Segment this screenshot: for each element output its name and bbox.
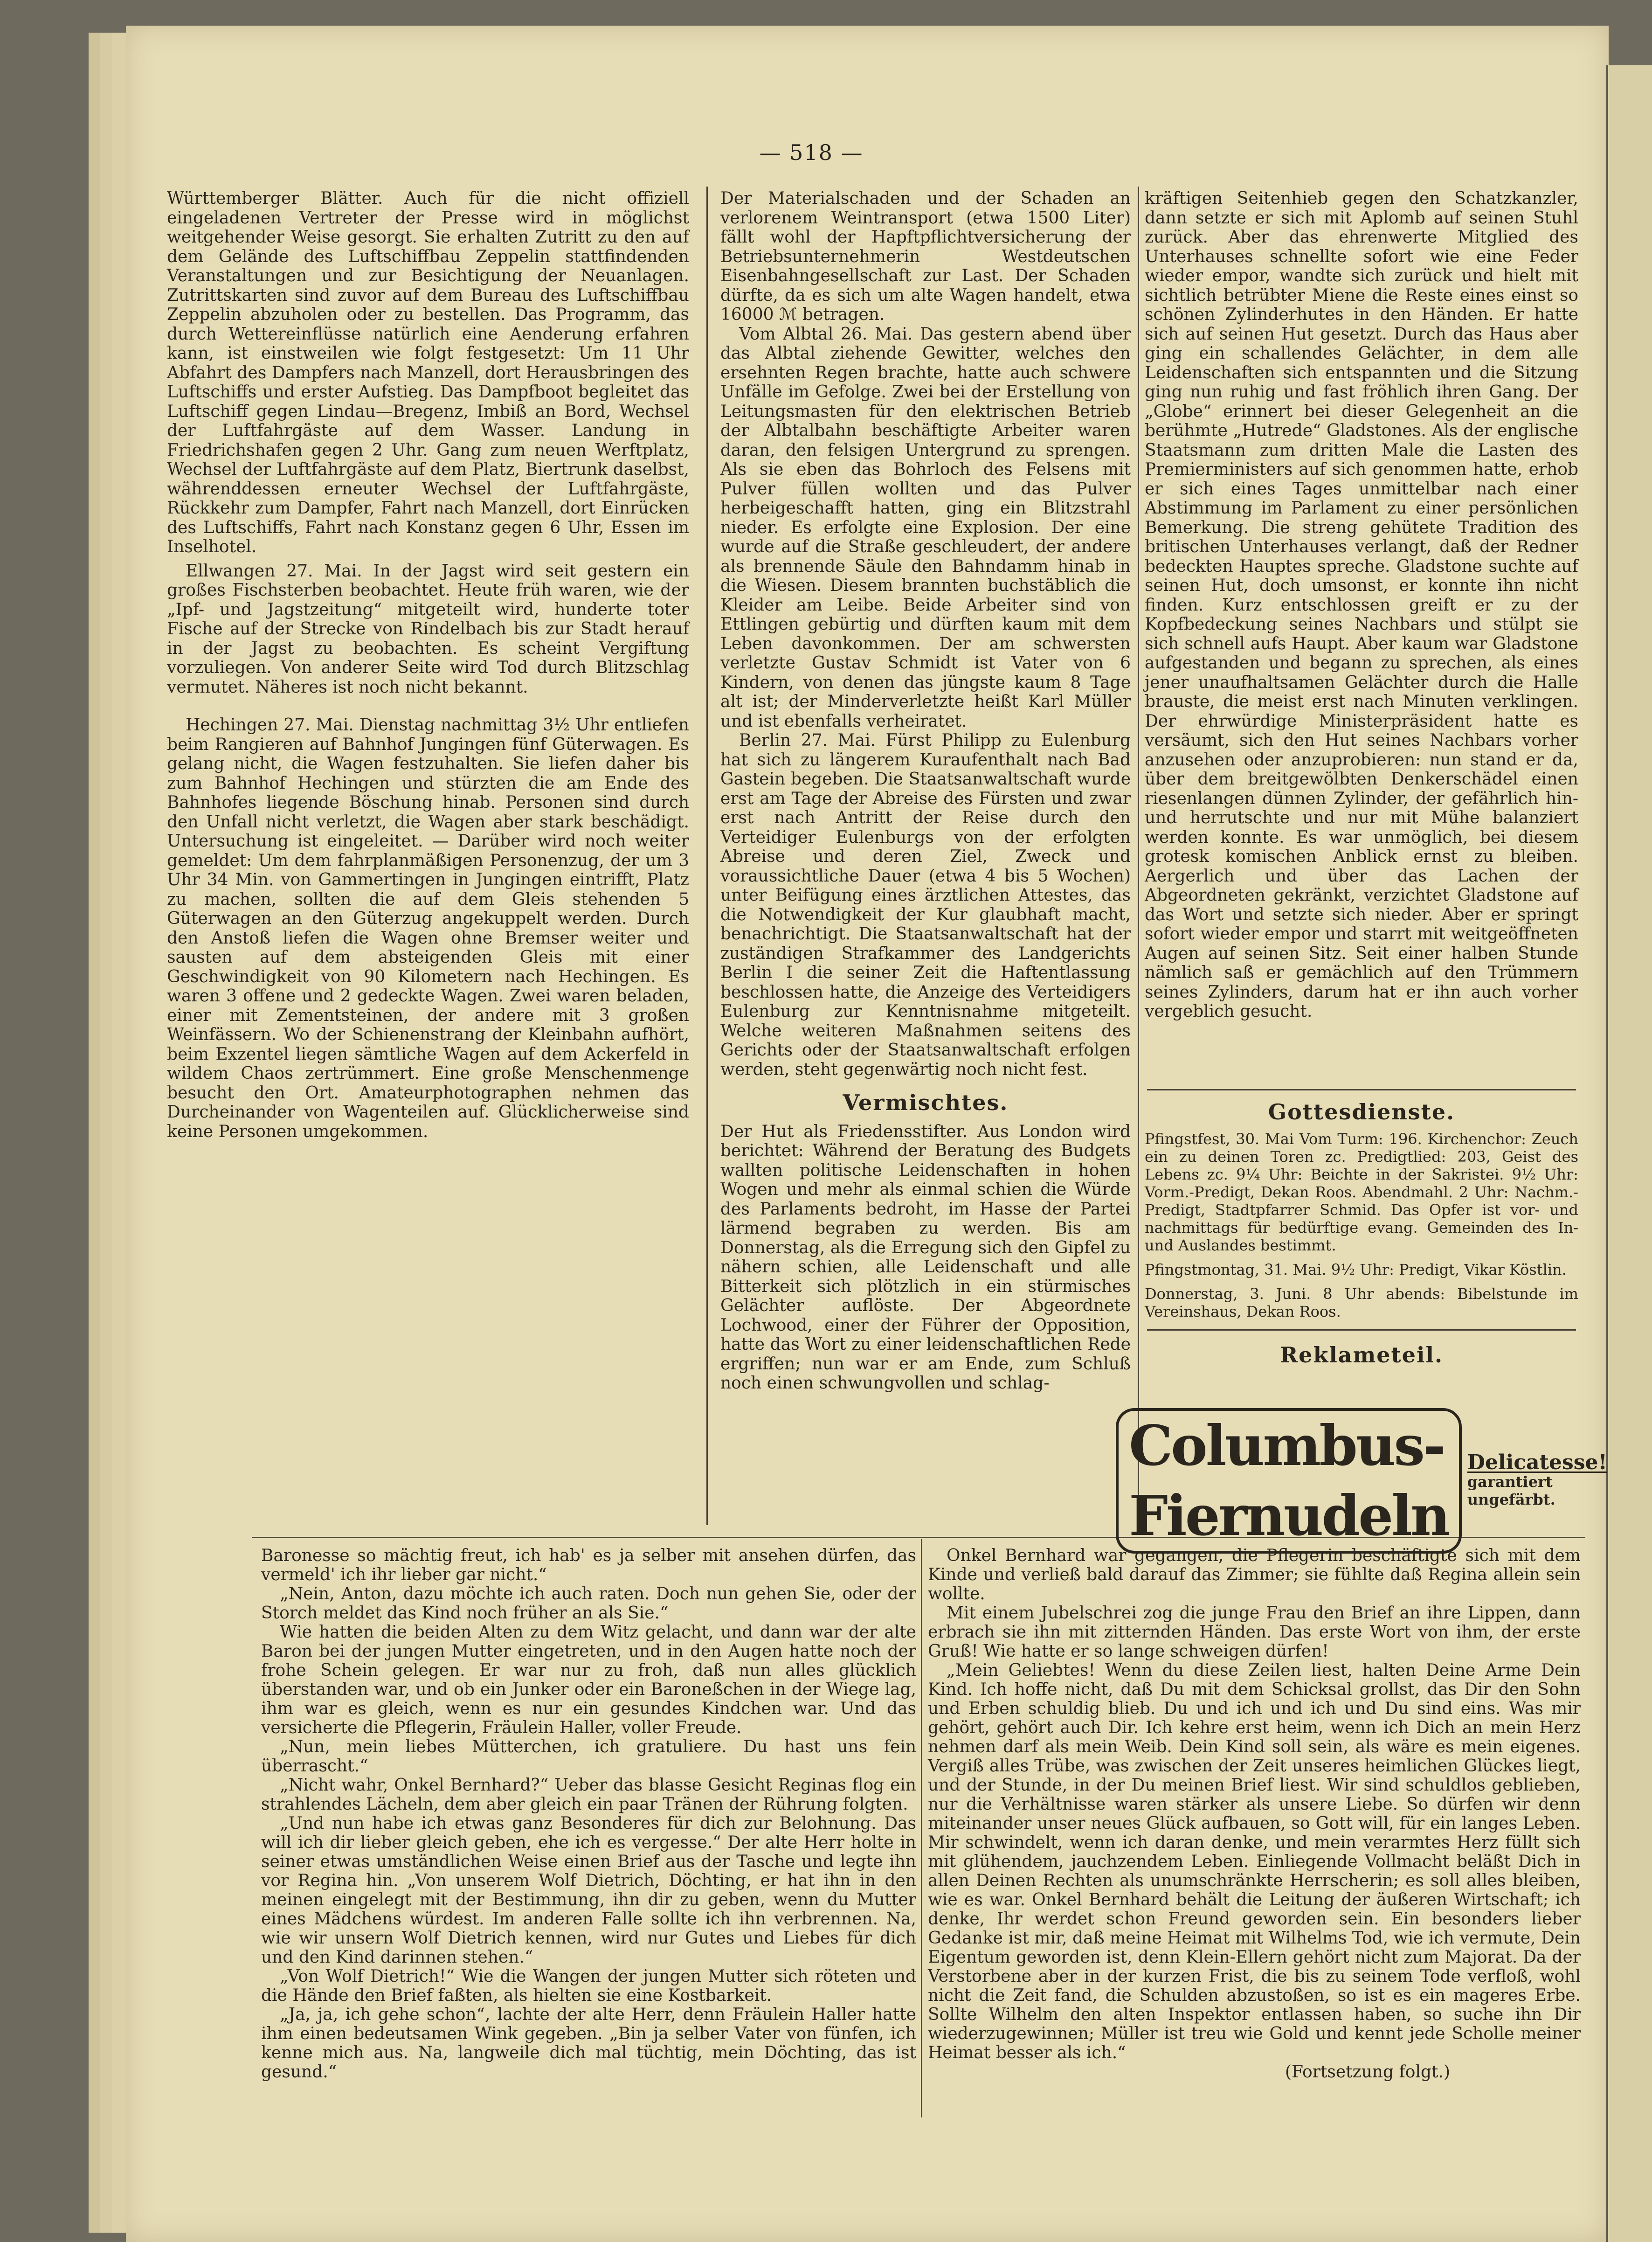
serial-paragraph: „Nein, Anton, dazu möchte ich auch raten. Doch nun gehen Sie, oder der Storch meldet das Kind noch früher an als Sie.“ (261, 1584, 916, 1623)
column-rule (1138, 187, 1139, 1525)
advertisement (1129, 1413, 1607, 1548)
ad-tagline-delicatesse: Delicatesse! (1467, 1450, 1607, 1474)
serial-paragraph: Wie hatten die beiden Alten zu dem Witz gelacht, und dann war der alte Baron bei der jungen Mutter eingetreten, und in den Augen hatte noch der frohe Schein gelegen. Er war nur zu froh, daß nun alles glücklich überstanden war, und ob ein Junker oder ein Baroneßchen in der Wiege lag, ihm war es gleich, wenn es nur ein gesundes Kindchen war. Und das versicherte die Pflegerin, Fräulein Haller, voller Freude. (261, 1623, 916, 1737)
column-rule (706, 187, 708, 1525)
continuation-note: (Fortsetzung folgt.) (1285, 2062, 1450, 2082)
serial-paragraph: Mit einem Jubelschrei zog die junge Frau den Brief an ihre Lippen, dann erbrach sie ihn mit zitternden Händen. Das erste Wort von ihm, der erste Gruß! Wie hatte er so lange schweigen dürfen! (928, 1603, 1581, 1661)
serial-paragraph: „Und nun habe ich etwas ganz Besonderes für dich zur Belohnung. Das will ich dir lieber gleich geben, ehe ich es vergesse.“ Der alte Herr holte in seiner etwas umständlichen Weise einen Brief aus der Tasche und legte ihn vor Regina hin. „Von unserem Wolf Dietrich, Döchting, er hat ihn in den meinen eingelegt mit der Bestimmung, ihn dir zu geben, wenn du Mutter eines Mädchens würdest. Im anderen Falle sollte ich ihn verbrennen. Na, wie wir unsern Wolf Dietrich kennen, wird nur Gutes und Liebes für dich und den Kind darinnen stehen.“ (261, 1814, 916, 1967)
article-berlin: Berlin 27. Mai. Fürst Philipp zu Eulenburg hat sich zu längerem Kuraufenthalt nach Bad Gastein begeben. Die Staatsanwaltschaft wurde erst am Tage der Abreise des Fürsten und zwar erst nach Antritt der Reise durch den Verteidiger Eulenburgs von der erfolgten Abreise und deren Ziel, Zweck und voraussichtliche Dauer (etwa 4 bis 5 Wochen) unter Beifügung eines ärztlichen Attestes, das die Notwendigkeit der Kur glaubhaft macht, benachrichtigt. Die Staatsanwaltschaft hat der zuständigen Strafkammer des Landgerichts Berlin I die seiner Zeit die Haftentlassung beschlossen hatte, die Anzeige des Verteidigers Eulenburg zur Kenntnisnahme mitgeteilt. Welche weiteren Maßnahmen seitens des Gerichts oder der Staatsanwaltschaft erfolgen werden, steht gegenwärtig noch nicht fest. (720, 731, 1131, 1079)
ad-brand: Columbus-Fiernudeln (1116, 1408, 1462, 1554)
serial-column-left (261, 1546, 916, 2082)
service-entry: Pfingstfest, 30. Mai Vom Turm: 196. Kirchenchor: Zeuch ein zu deinen Toren zc. Predigtlied: 203, Geist des Lebens zc. 9¼ Uhr: Beichte in der Sakristei. 9½ Uhr: Vorm.-Predigt, Dekan Roos. Abendmahl. 2 Uhr: Nachm.-Predigt, Stadtpfarrer Schmid. Das Opfer ist vor- und nachmittags für bedürftige evang. Gemeinden des In- und Auslandes bestimmt. (1145, 1130, 1578, 1254)
section-rule (1147, 1089, 1576, 1090)
page-number: — 518 — (759, 140, 864, 165)
reklame-section (1145, 1341, 1578, 1374)
serial-paragraph: „Ja, ja, ich gehe schon“, lachte der alte Herr, denn Fräulein Haller hatte ihm einen bedeutsamen Wink gegeben. „Bin ja selber Vater von fünfen, ich kenne mich aus. Na, langweile dich mal tüchtig, mein Döchting, das ist gesund.“ (261, 2005, 916, 2082)
serial-column-right (928, 1546, 1581, 2082)
column-2 (720, 189, 1131, 1393)
serial-paragraph: „Nun, mein liebes Mütterchen, ich gratuliere. Du hast uns fein überrascht.“ (261, 1737, 916, 1776)
article-hut-friedensstifter: Der Hut als Friedensstifter. Aus London wird berichtet: Während der Beratung des Budgets wallten politische Leidenschaften in hohen Wogen und mehr als einmal schien die Würde des Parlaments bedroht, im Hasse der Partei lärmend begraben zu werden. Bis am Donnerstag, als die Erregung sich den Gipfel zu nähern schien, alle Leidenschaft und alle Bitterkeit sich plötzlich in ein stürmisches Gelächter auflöste. Der Abgeordnete Lochwood, einer der Führer der Opposition, hatte das Wort zu einer leidenschaftlichen Rede ergriffen; nun war er am Ende, zum Schluß noch einen schwungvollen und schlag- (720, 1122, 1131, 1393)
section-heading-gottesdienste: Gottesdienste. (1268, 1099, 1455, 1124)
serial-paragraph: „Von Wolf Dietrich!“ Wie die Wangen der jungen Mutter sich röteten und die Hände den Brief faßten, als hielten sie eine Kostbarkeit. (261, 1967, 916, 2005)
column-3 (1145, 189, 1578, 1021)
article-ellwangen: Ellwangen 27. Mai. In der Jagst wird seit gestern ein großes Fischsterben beobachtet. Heute früh waren, wie der „Ipf- und Jagstzeitung“ mitgeteilt wird, hunderte toter Fische auf der Strecke von Rindelbach bis zur Stadt herauf in der Jagst zu beobachten. Es scheint Vergiftung vorzuliegen. Von anderer Seite wird Tod durch Blitzschlag vermutet. Näheres ist noch nicht bekannt. (167, 561, 689, 697)
ad-taglines (1467, 1450, 1607, 1508)
ad-tagline: garantiert (1467, 1472, 1553, 1491)
ad-tagline: ungefärbt. (1467, 1490, 1555, 1508)
article-paragraph: Württemberger Blätter. Auch für die nicht offiziell eingeladenen Vertreter der Presse wird in möglichst weitgehender Weise gesorgt. Sie erhalten Zutritt zu den auf dem Gelände des Luftschiffbau Zeppelin stattfindenden Veranstaltungen und zur Besichtigung der Neuanlagen. Zutrittskarten sind zuvor auf dem Bureau des Luftschiffbau Zeppelin abzuholen oder zu bestellen. Das Programm, das durch Wettereinflüsse natürlich eine Aenderung erfahren kann, ist einstweilen wie folgt festgesetzt: Um 11 Uhr Abfahrt des Dampfers nach Manzell, dort Herausbringen des Luftschiffs und erster Aufstieg. Das Dampfboot begleitet das Luftschiff gegen Lindau—Bregenz, Imbiß an Bord, Wechsel der Luftfahrgäste auf dem Wasser. Landung in Friedrichshafen gegen 2 Uhr. Gang zum neuen Werftplatz, Wechsel der Luftfahrgäste auf dem Platz, Biertrunk daselbst, währenddessen erneuter Wechsel der Luftfahrgäste, Rückkehr zum Dampfer, Fahrt nach Manzell, dort Einrücken des Luftschiffs, Fahrt nach Konstanz gegen 6 Uhr, Essen im Inselhotel. (167, 189, 689, 556)
section-rule (1147, 1329, 1576, 1331)
section-heading-reklameteil: Reklameteil. (1279, 1342, 1444, 1367)
serial-paragraph: „Nicht wahr, Onkel Bernhard?“ Ueber das blasse Gesicht Reginas flog ein strahlendes Lächeln, dem aber gleich ein paar Tränen der Rührung folgten. (261, 1776, 916, 1814)
article-paragraph: Der Materialschaden und der Schaden an verlorenem Weintransport (etwa 1500 Liter) fällt wohl der Hapftpflichtversicherung der Betriebsunternehmerin Westdeutschen Eisenbahngesellschaft zur Last. Der Schaden dürfte, da es sich um alte Wagen handelt, etwa 16000 ℳ betragen. (720, 189, 1131, 324)
gottesdienste-section (1145, 1098, 1578, 1327)
article-hechingen: Hechingen 27. Mai. Dienstag nachmittag 3½ Uhr entliefen beim Rangieren auf Bahnhof Jungingen fünf Güterwagen. Es gelang nicht, die Wagen festzuhalten. Sie liefen daher bis zum Bahnhof Hechingen und stürzten die am Ende des Bahnhofes liegende Böschung hinab. Personen sind durch den Unfall nicht verletzt, die Wagen aber stark beschädigt. Untersuchung ist eingeleitet. — Darüber wird noch weiter gemeldet: Um dem fahrplanmäßigen Personenzug, der um 3 Uhr 34 Min. von Gammertingen in Jungingen eintrifft, Platz zu machen, sollten die auf dem Gleis stehenden 5 Güterwagen an den Güterzug angekuppelt werden. Durch den Anstoß liefen die Wagen ohne Bremser weiter und sausten auf dem absteigenden Gleis mit einer Geschwindigkeit von 90 Kilometern nach Hechingen. Es waren 3 offene und 2 gedeckte Wagen. Zwei waren beladen, einer mit Zementsteinen, der andere mit 3 großen Weinfässern. Wo der Schienenstrang der Kleinbahn aufhört, beim Exzentel liegen sämtliche Wagen auf dem Ackerfeld in wildem Chaos zertrümmert. Eine große Menschenmenge besucht den Ort. Amateurphotographen nehmen das Durcheinander von Wagenteilen auf. Glücklicherweise sind keine Personen umgekommen. (167, 715, 689, 1141)
article-albtal: Vom Albtal 26. Mai. Das gestern abend über das Albtal ziehende Gewitter, welches den ersehnten Regen brachte, hatte auch schwere Unfälle im Gefolge. Zwei bei der Erstellung von Leitungsmasten für den elektrischen Betrieb der Albtalbahn beschäftigte Arbeiter waren daran, den felsigen Untergrund zu sprengen. Als sie eben das Bohrloch des Felsens mit Pulver füllen wollten und das Pulver herbeigeschafft hatten, ging ein Blitzstrahl nieder. Es erfolgte eine Explosion. Der eine wurde auf die Straße geschleudert, der andere als brennende Säule den Bahndamm hinab in die Wiesen. Diesem brannten buchstäblich die Kleider am Leibe. Beide Arbeiter sind von Ettlingen gebürtig und dürften kaum mit dem Leben davonkommen. Der am schwersten verletzte Gustav Schmidt ist Vater von 6 Kindern, von denen das jüngste kaum 8 Tage alt ist; der Minderverletzte heißt Karl Müller und ist ebenfalls verheiratet. (720, 324, 1131, 731)
service-entry: Pfingstmontag, 31. Mai. 9½ Uhr: Predigt, Vikar Köstlin. (1145, 1261, 1567, 1278)
section-heading-vermischtes: Vermischtes. (843, 1090, 1009, 1115)
column-1 (167, 189, 689, 1141)
service-entry: Donnerstag, 3. Juni. 8 Uhr abends: Bibelstunde im Vereinshaus, Dekan Roos. (1145, 1285, 1578, 1320)
column-rule (921, 1539, 922, 2117)
article-paragraph: kräftigen Seitenhieb gegen den Schatzkanzler, dann setzte er sich mit Aplomb auf seinen Stuhl zurück. Aber das ehrenwerte Mitglied des Unterhauses schnellte sofort wie eine Feder wieder empor, wandte sich zurück und hielt mit sichtlich betrübter Miene die Reste eines einst so schönen Zylinderhutes in den Händen. Er hatte sich auf seinen Hut gesetzt. Durch das Haus aber ging ein schallendes Gelächter, in dem alle Leidenschaften sich entspannten und die Sitzung ging nun ruhig und fast fröhlich ihren Gang. Der „Globe“ erinnert bei dieser Gelegenheit an die berühmte „Hutrede“ Gladstones. Als der englische Staatsmann zum dritten Male die Lasten des Premierministers auf sich genommen hatte, erhob er sich eines Tages unmittelbar nach einer Abstimmung im Parlament zu einer persönlichen Bemerkung. Die streng gehütete Tradition des britischen Unterhauses verlangt, daß der Redner bedeckten Hauptes spreche. Gladstone suchte auf seinen Hut, doch umsonst, er konnte ihn nicht finden. Kurz entschlossen greift er zu der Kopfbedeckung seines Nachbars und stülpt sie sich schnell aufs Haupt. Aber kaum war Gladstone aufgestanden und begann zu sprechen, als eines jener unaufhaltsamen Gelächter durch die Halle brauste, die meist erst nach Minuten verklingen. Der ehrwürdige Ministerpräsident hatte es versäumt, sich den Hut seines Nachbars vorher anzusehen oder anzuprobieren: nun stand er da, über dem breitgewölbten Denkerschädel einen riesenlangen dünnen Zylinder, der gefährlich hin- und herrutschte und nur mit Mühe balanziert werden konnte. Es war unmöglich, bei diesem grotesk komischen Anblick ernst zu bleiben. Aergerlich und über das Lachen der Abgeordneten gekränkt, verzichtet Gladstone auf das Wort und setzte sich nieder. Aber er springt sofort wieder empor und starrt mit weitgeöffneten Augen auf seinen Sitz. Seit einer halben Stunde nämlich saß er gemächlich auf den Trümmern seines Zylinders, darum hat er ihn auch vorher vergeblich gesucht. (1145, 189, 1578, 1021)
serial-paragraph: Onkel Bernhard war gegangen, die Pflegerin beschäftigte sich mit dem Kinde und verließ bald darauf das Zimmer; sie fühlte daß Regina allein sein wollte. (928, 1546, 1581, 1603)
serial-paragraph: Baronesse so mächtig freut, ich hab' es ja selber mit ansehen dürfen, das vermeld' ich ihr lieber gar nicht.“ (261, 1546, 916, 1584)
adjacent-page-edge (1606, 65, 1652, 2242)
serial-paragraph: „Mein Geliebtes! Wenn du diese Zeilen liest, halten Deine Arme Dein Kind. Ich hoffe nicht, daß Du mit dem Schicksal grollst, das Dir den Sohn und Erben schuldig blieb. Du und ich und ich und Du sind eins. Was mir gehört, gehört auch Dir. Ich kehre erst heim, wenn ich Dich an mein Herz nehmen darf als mein Weib. Dein Kind soll sein, als wäre es mein eigenes. Vergiß alles Trübe, was zwischen der Zeit unseres heimlichen Glückes liegt, und der Stunde, in der Du meinen Brief liest. Wir sind schuldlos geblieben, nur die Verhältnisse waren stärker als unsere Liebe. So dürfen wir denn miteinander unser neues Glück aufbauen, so Gott will, für ein langes Leben. Mir schwindelt, wenn ich daran denke, und mein verarmtes Herz füllt sich mit glühendem, jauchzendem Leben. Einliegende Vollmacht beläßt Dich in allen Deinen Rechten als unumschränkte Herrscherin; es soll alles bleiben, wie es war. Onkel Bernhard behält die Leitung der äußeren Wirtschaft; ich denke, Ihr werdet schon Freund geworden sein. Ein besonders lieber Gedanke ist mir, daß meine Heimat mit Wilhelms Tod, wie ich vermute, Dein Eigentum geworden ist, denn Klein-Ellern gehört nicht zum Majorat. Da der Verstorbene aber in der kurzen Frist, die bis zu seinem Tode verfloß, wohl nicht die Zeit fand, die Schulden abzustoßen, so ist es ein mageres Erbe. Sollte Wilhelm den alten Inspektor entlassen haben, so suche ihn Dir wiederzugewinnen; Müller ist treu wie Gold und kennt jede Scholle meiner Heimat besser als ich.“ (928, 1661, 1581, 2062)
